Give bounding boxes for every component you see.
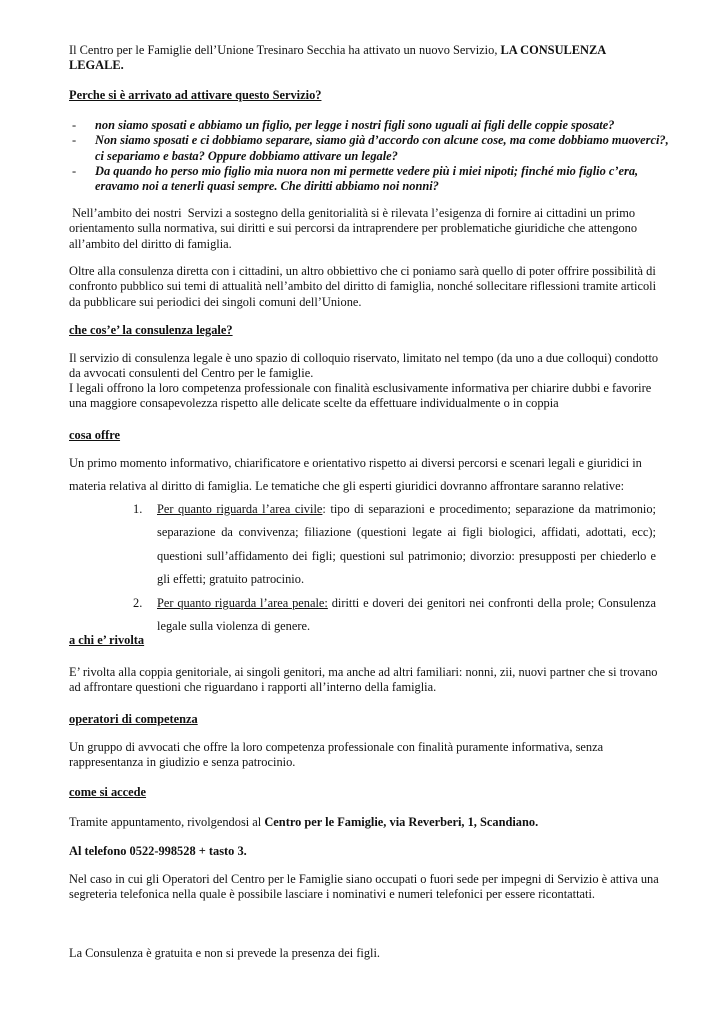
intro-text: Il Centro per le Famiglie dell’Unione Tresinaro Secchia ha attivato un nuovo Servizio, xyxy=(69,43,501,57)
topic-item-civil xyxy=(133,498,656,592)
list-number: 2. xyxy=(133,595,143,610)
list-dash: - xyxy=(72,133,77,148)
what-paragraph-2: I legali offrono la loro competenza professionale con finalità esclusivamente informativa per chiarire dubbi e favorire una maggiore consapevolezza rispetto alle delicate scelte da effettuare individualmente o in coppia xyxy=(69,381,652,411)
operators-paragraph: Un gruppo di avvocati che offre la loro competenza professionale con finalità puramente informativa, senza rappresentanza in giudizio e senza patrocinio. xyxy=(69,740,604,770)
intro-service-name: LA CONSULENZA LEGALE. xyxy=(69,43,606,73)
what-paragraph-1: Il servizio di consulenza legale è uno spazio di colloquio riservato, limitato nel tempo (da uno a due colloqui) condotto da avvocati consulenti del Centro per le famiglie. xyxy=(69,351,659,381)
access-address: Centro per le Famiglie, via Reverberi, 1, Scandiano. xyxy=(264,815,539,829)
topic-text: diritti e doveri dei genitori nei confronti della prole; Consulenza legale sulla violenza di genere. xyxy=(157,595,656,634)
topic-text: : tipo di separazioni e procedimento; separazione da matrimonio; separazione da convivenza; filiazione (questioni legate ai figli biologici, affidati, adottati, ecc); questioni sull’affidamento dei figli; questioni sul patrimonio; divorzio: presupposti per chiederlo e gli effetti; gratuito patrocinio. xyxy=(157,502,656,587)
intro-paragraph xyxy=(69,43,659,74)
why-paragraph-1: Nell’ambito dei nostri Servizi a sostegno della genitorialità si è rilevata l’esigenza di fornire ai cittadini un primo orientamento sulla normativa, sui diritti e sui percorsi da intraprendere per problematiche giuridiche che attengono all’ambito del diritto di famiglia. xyxy=(69,206,641,251)
list-dash: - xyxy=(72,118,77,132)
list-dash: - xyxy=(72,163,77,178)
access-text: Tramite appuntamento, rivolgendosi al xyxy=(69,815,265,829)
question-text: Da quando ho perso mio figlio mia nuora non mi permette vedere più i miei nipoti; finché mio figlio c’era, eravamo noi a tenerli quasi sempre. Che diritti abbiamo noi nonni? xyxy=(95,163,639,194)
question-text: Non siamo sposati e ci dobbiamo separare, siamo già d’accordo con alcune cose, ma come dobbiamo muoverci?, ci separiamo e basta? Oppure dobbiamo attivare un legale? xyxy=(95,133,669,163)
final-note: La Consulenza è gratuita e non si prevede la presenza dei figli. xyxy=(69,946,381,960)
question-item xyxy=(69,164,669,195)
what-heading: che cos’e’ la consulenza legale? xyxy=(69,323,233,337)
topics-list xyxy=(133,498,656,638)
access-phone: Al telefono 0522-998528 + tasto 3. xyxy=(69,844,247,858)
access-voicemail-paragraph: Nel caso in cui gli Operatori del Centro per le Famiglie siano occupati o fuori sede per impegni di Servizio è attiva una segreteria telefonica nella quale è possibile lasciare i nominativi e numeri telefonici per essere ricontattati. xyxy=(69,872,659,902)
whom-paragraph: E’ rivolta alla coppia genitoriale, ai singoli genitori, ma anche ad altri familiari: nonni, zii, nuovi partner che si trovano ad affrontare questioni che riguardano i rapporti all’interno della famiglia. xyxy=(69,665,658,695)
topic-label: Per quanto riguarda l’area penale: xyxy=(157,595,328,610)
access-paragraph xyxy=(69,815,659,830)
offer-paragraph: Un primo momento informativo, chiarificatore e orientativo rispetto ai diversi percorsi e scenari legali e giuridici in materia relativa al diritto di famiglia. Le tematiche che gli esperti giuridici dovranno affrontare saranno relative: xyxy=(69,456,642,494)
whom-heading: a chi e’ rivolta xyxy=(69,633,145,647)
access-heading: come si accede xyxy=(69,785,147,799)
topic-item-penal xyxy=(133,592,656,639)
question-item xyxy=(69,118,669,133)
topic-label: Per quanto riguarda l’area civile xyxy=(157,502,323,516)
list-number: 1. xyxy=(133,502,143,516)
offer-heading: cosa offre xyxy=(69,428,121,442)
why-paragraph-2: Oltre alla consulenza diretta con i cittadini, un altro obbiettivo che ci poniamo sarà quello di poter offrire possibilità di confronto pubblico sui temi di attualità nell’ambito del diritto di famiglia, nonché sollecitare riflessioni tramite articoli da pubblicare sui periodici dei singoli comuni dell’Unione. xyxy=(69,264,657,309)
question-text: non siamo sposati e abbiamo un figlio, per legge i nostri figli sono uguali ai figli delle coppie sposate? xyxy=(95,118,615,132)
question-item xyxy=(69,133,669,164)
why-heading: Perche si è arrivato ad attivare questo Servizio? xyxy=(69,88,322,102)
operators-heading: operatori di competenza xyxy=(69,712,198,726)
questions-list xyxy=(69,118,669,194)
